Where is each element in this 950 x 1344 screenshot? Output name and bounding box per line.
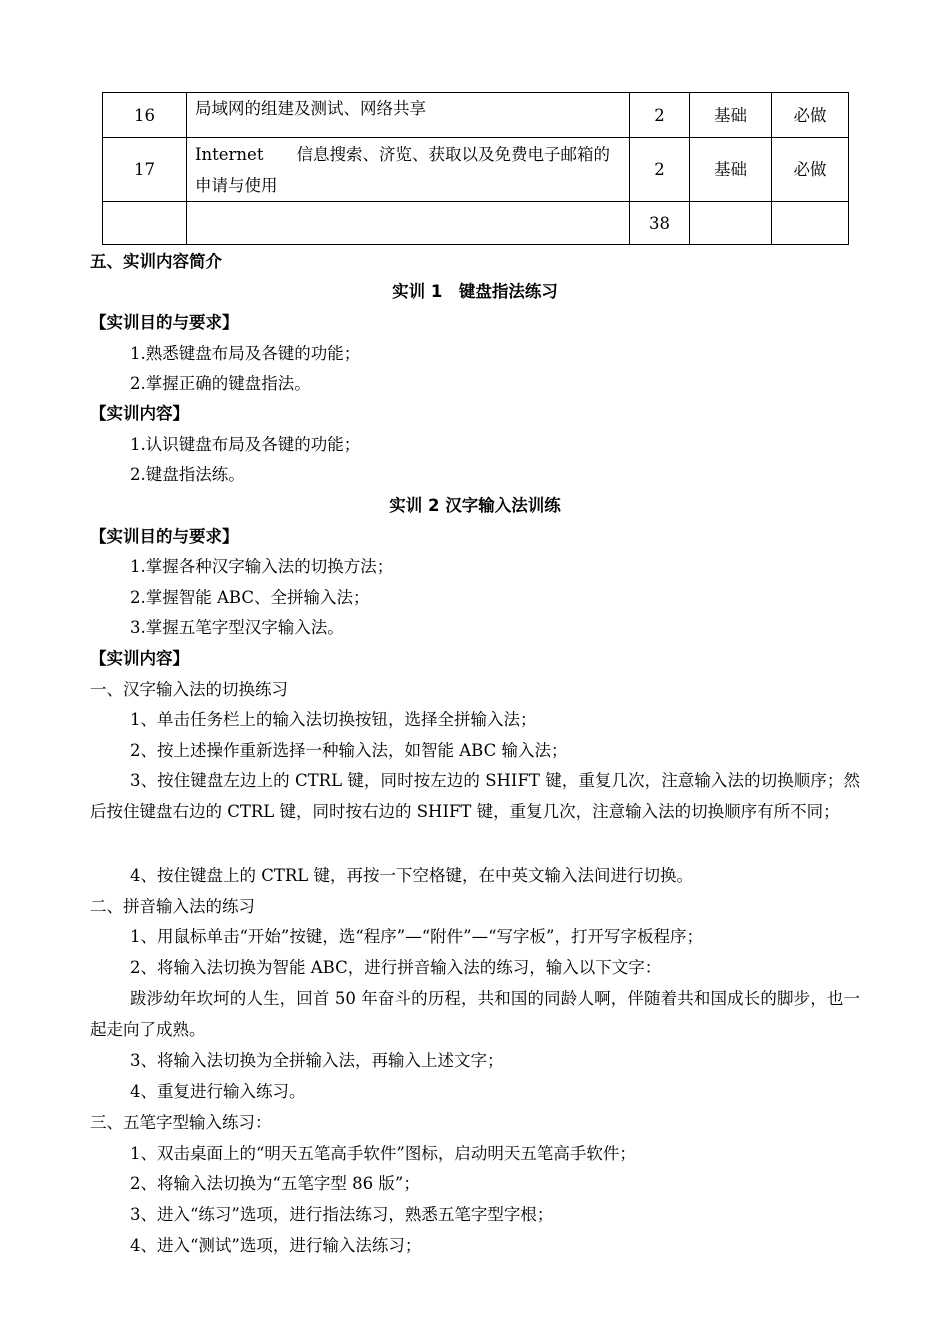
lab1-goal-item: 1.熟悉键盘布局及各键的功能； <box>130 344 361 363</box>
lab1-title: 实训 1 键盘指法练习 <box>392 282 558 301</box>
cell-content: 局域网的组建及测试、网络共享 <box>187 93 630 138</box>
cell-content <box>187 202 630 245</box>
cell-number: 17 <box>103 138 187 202</box>
lab1-content-item: 1.认识键盘布局及各键的功能； <box>130 435 361 454</box>
lab2-title: 实训 2 汉字输入法训练 <box>389 496 561 515</box>
part3-heading: 三、五笔字型输入练习： <box>90 1113 272 1132</box>
part2-item: 2、将输入法切换为智能 ABC，进行拼音输入法的练习，输入以下文字： <box>130 958 662 977</box>
part2-heading: 二、拼音输入法的练习 <box>90 897 255 916</box>
lab2-goal-item: 2.掌握智能 ABC、全拼输入法； <box>130 588 370 607</box>
lab1-goal-heading: 【实训目的与要求】 <box>90 313 239 332</box>
cell-hours: 2 <box>630 93 690 138</box>
cell-type <box>690 202 772 245</box>
cell-number <box>103 202 187 245</box>
part2-item: 3、将输入法切换为全拼输入法，再输入上述文字； <box>130 1051 504 1070</box>
part3-item: 2、将输入法切换为“五笔字型 86 版”； <box>130 1174 420 1193</box>
part3-item: 4、进入“测试”选项，进行输入法练习； <box>130 1236 422 1255</box>
part1-item: 4、按住键盘上的 CTRL 键，再按一下空格键，在中英文输入法间进行切换。 <box>130 866 693 885</box>
table-row <box>103 93 849 138</box>
part3-item: 1、双击桌面上的“明天五笔高手软件”图标，启动明天五笔高手软件； <box>130 1144 636 1163</box>
table-row <box>103 138 849 202</box>
lab-schedule-table <box>102 92 849 245</box>
lab2-content-heading: 【实训内容】 <box>90 649 189 668</box>
lab1-content-heading: 【实训内容】 <box>90 404 189 423</box>
cell-hours-total: 38 <box>630 202 690 245</box>
cell-requirement: 必做 <box>772 93 849 138</box>
part1-item: 2、按上述操作重新选择一种输入法，如智能 ABC 输入法； <box>130 741 568 760</box>
part2-passage: 跋涉幼年坎坷的人生，回首 50 年奋斗的历程，共和国的同龄人啊，伴随着共和国成长的脚步，也一起走向了成熟。 <box>90 989 860 1039</box>
lab2-goal-item: 1.掌握各种汉字输入法的切换方法； <box>130 557 394 576</box>
part3-item: 3、进入“练习”选项，进行指法练习，熟悉五笔字型字根； <box>130 1205 554 1224</box>
cell-content: Internet 信息搜索、济览、获取以及免费电子邮箱的申请与使用 <box>187 138 630 202</box>
part2-item: 1、用鼠标单击“开始”按键，选“程序”—“附件”—“写字板”，打开写字板程序； <box>130 927 703 946</box>
cell-requirement: 必做 <box>772 138 849 202</box>
part1-item: 3、按住键盘左边上的 CTRL 键，同时按左边的 SHIFT 键，重复几次，注意输入法的切换顺序；然后按住键盘右边的 CTRL 键，同时按右边的 SHIFT 键，重复几次，注意输入法的切换顺序有所不同； <box>90 771 860 821</box>
lab2-goal-heading: 【实训目的与要求】 <box>90 527 239 546</box>
lab1-content-item: 2.键盘指法练。 <box>130 465 245 484</box>
cell-requirement <box>772 202 849 245</box>
part2-item: 4、重复进行输入练习。 <box>130 1082 306 1101</box>
lab2-goal-item: 3.掌握五笔字型汉字输入法。 <box>130 618 344 637</box>
cell-number: 16 <box>103 93 187 138</box>
part1-item: 1、单击任务栏上的输入法切换按钮，选择全拼输入法； <box>130 710 537 729</box>
cell-type: 基础 <box>690 138 772 202</box>
cell-hours: 2 <box>630 138 690 202</box>
cell-type: 基础 <box>690 93 772 138</box>
part1-heading: 一、汉字输入法的切换练习 <box>90 680 288 699</box>
table-row <box>103 202 849 245</box>
section-heading: 五、实训内容简介 <box>90 252 222 271</box>
lab1-goal-item: 2.掌握正确的键盘指法。 <box>130 374 311 393</box>
